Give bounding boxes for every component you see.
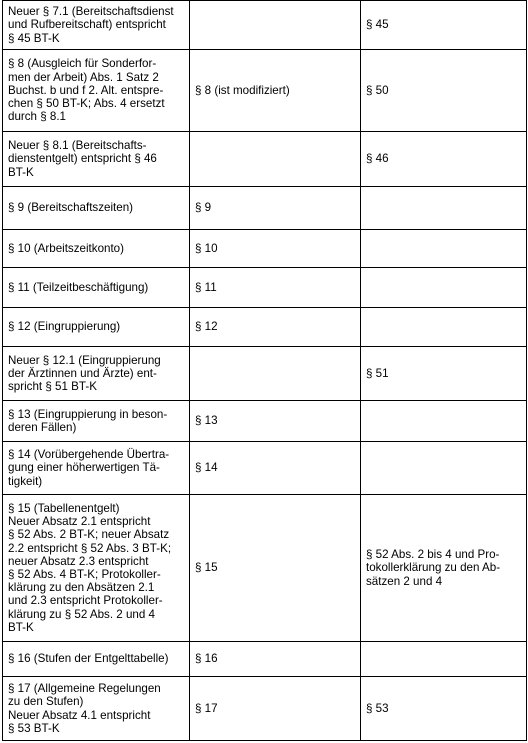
table-cell bbox=[361, 442, 527, 495]
cell-text: Neuer § 7.1 (Bereitschaftsdienst und Rufbereitschaft) entspricht § 45 BT-K bbox=[8, 5, 174, 45]
table-cell bbox=[190, 347, 361, 401]
table-row bbox=[3, 187, 527, 230]
cell-text: § 16 (Stufen der Entgelttabelle) bbox=[8, 652, 169, 666]
cell-text: § 12 bbox=[195, 320, 218, 334]
table-row bbox=[3, 308, 527, 347]
table-row bbox=[3, 1, 527, 50]
table-cell bbox=[3, 308, 190, 347]
table-cell bbox=[3, 1, 190, 50]
cell-text: § 14 bbox=[195, 461, 218, 475]
table-row bbox=[3, 230, 527, 268]
cell-text: § 10 bbox=[195, 241, 218, 255]
table-cell bbox=[3, 401, 190, 442]
cell-text: § 51 bbox=[366, 366, 389, 380]
table-cell bbox=[3, 268, 190, 308]
table-cell bbox=[361, 1, 527, 50]
table-cell bbox=[361, 495, 527, 642]
cell-text: § 15 (Tabellenentgelt) Neuer Absatz 2.1 entspricht § 52 Abs. 2 BT-K; neuer Absatz 2.2 entspricht § 52 Abs. 3 BT-K; neuer Absatz 2.3 entspricht § 52 Abs. 4 BT-K; Protokoller- klärung zu den Absätzen 2.1 und 2.3 entspricht Protokoller- klärung zu § 52 Abs. 2 und 4 BT-K bbox=[8, 501, 172, 634]
table-cell bbox=[190, 677, 361, 741]
table-row bbox=[3, 268, 527, 308]
comparison-table bbox=[2, 0, 527, 741]
table-row bbox=[3, 677, 527, 741]
cell-text: § 9 (Bereitschaftszeiten) bbox=[8, 201, 134, 215]
cell-text: § 13 bbox=[195, 414, 218, 428]
table-cell bbox=[361, 642, 527, 677]
table-cell bbox=[3, 642, 190, 677]
table-cell bbox=[361, 268, 527, 308]
cell-text: § 8 (ist modifiziert) bbox=[195, 83, 290, 97]
table-cell bbox=[361, 50, 527, 132]
cell-text: § 11 bbox=[195, 280, 217, 294]
cell-text: § 8 (Ausgleich für Sonderfor- men der Arbeit) Abs. 1 Satz 2 Buchst. b und f 2. Alt. entspre- chen § 50 BT-K; Abs. 4 ersetzt durch § 8.1 bbox=[8, 57, 165, 124]
cell-text: § 17 (Allgemeine Regelungen zu den Stufen) Neuer Absatz 4.1 entspricht § 53 BT-K bbox=[8, 682, 161, 735]
table-cell bbox=[3, 187, 190, 230]
cell-text: § 13 (Eingruppierung in beson- deren Fällen) bbox=[8, 407, 168, 434]
table-cell bbox=[190, 230, 361, 268]
table-cell bbox=[190, 268, 361, 308]
table-cell bbox=[190, 442, 361, 495]
table-cell bbox=[190, 401, 361, 442]
table-cell bbox=[3, 495, 190, 642]
cell-text: § 45 bbox=[366, 18, 389, 32]
cell-text: § 52 Abs. 2 bis 4 und Pro- tokollerklärung zu den Ab- sätzen 2 und 4 bbox=[366, 548, 501, 588]
table-cell bbox=[3, 50, 190, 132]
cell-text: § 11 (Teilzeitbeschäftigung) bbox=[8, 280, 149, 294]
cell-text: § 12 (Eingruppierung) bbox=[8, 320, 121, 334]
table-row bbox=[3, 347, 527, 401]
cell-text: § 9 bbox=[195, 201, 212, 215]
cell-text: § 15 bbox=[195, 561, 218, 575]
table-cell bbox=[3, 230, 190, 268]
table-cell bbox=[361, 187, 527, 230]
table-cell bbox=[3, 442, 190, 495]
table-cell bbox=[361, 347, 527, 401]
cell-text: § 17 bbox=[195, 701, 218, 715]
table-cell bbox=[190, 495, 361, 642]
cell-text: § 14 (Vorübergehende Übertra- gung einer höherwertigen Tä- tigkeit) bbox=[8, 448, 170, 488]
table-cell bbox=[3, 677, 190, 741]
table-cell bbox=[361, 401, 527, 442]
cell-text: § 46 bbox=[366, 152, 389, 166]
table-cell bbox=[190, 187, 361, 230]
cell-text: § 53 bbox=[366, 701, 389, 715]
table-cell bbox=[361, 132, 527, 187]
table-cell bbox=[3, 347, 190, 401]
table-row bbox=[3, 495, 527, 642]
cell-text: Neuer § 12.1 (Eingruppierung der Ärztinnen und Ärzte) ent- spricht § 51 BT-K bbox=[8, 353, 161, 394]
table-row bbox=[3, 132, 527, 187]
table-row bbox=[3, 401, 527, 442]
table-cell bbox=[190, 50, 361, 132]
table-cell bbox=[190, 308, 361, 347]
table-cell bbox=[361, 308, 527, 347]
table-row bbox=[3, 50, 527, 132]
cell-text: § 16 bbox=[195, 652, 218, 666]
table-cell bbox=[190, 132, 361, 187]
table-cell bbox=[361, 677, 527, 741]
table-row bbox=[3, 642, 527, 677]
table-cell bbox=[3, 132, 190, 187]
cell-text: § 10 (Arbeitszeitkonto) bbox=[8, 241, 124, 255]
cell-text: § 50 bbox=[366, 83, 389, 97]
table-cell bbox=[190, 642, 361, 677]
table-row bbox=[3, 442, 527, 495]
cell-text: Neuer § 8.1 (Bereitschafts- dienstentgelt) entspricht § 46 BT-K bbox=[8, 139, 157, 179]
table-cell bbox=[190, 1, 361, 50]
table-cell bbox=[361, 230, 527, 268]
